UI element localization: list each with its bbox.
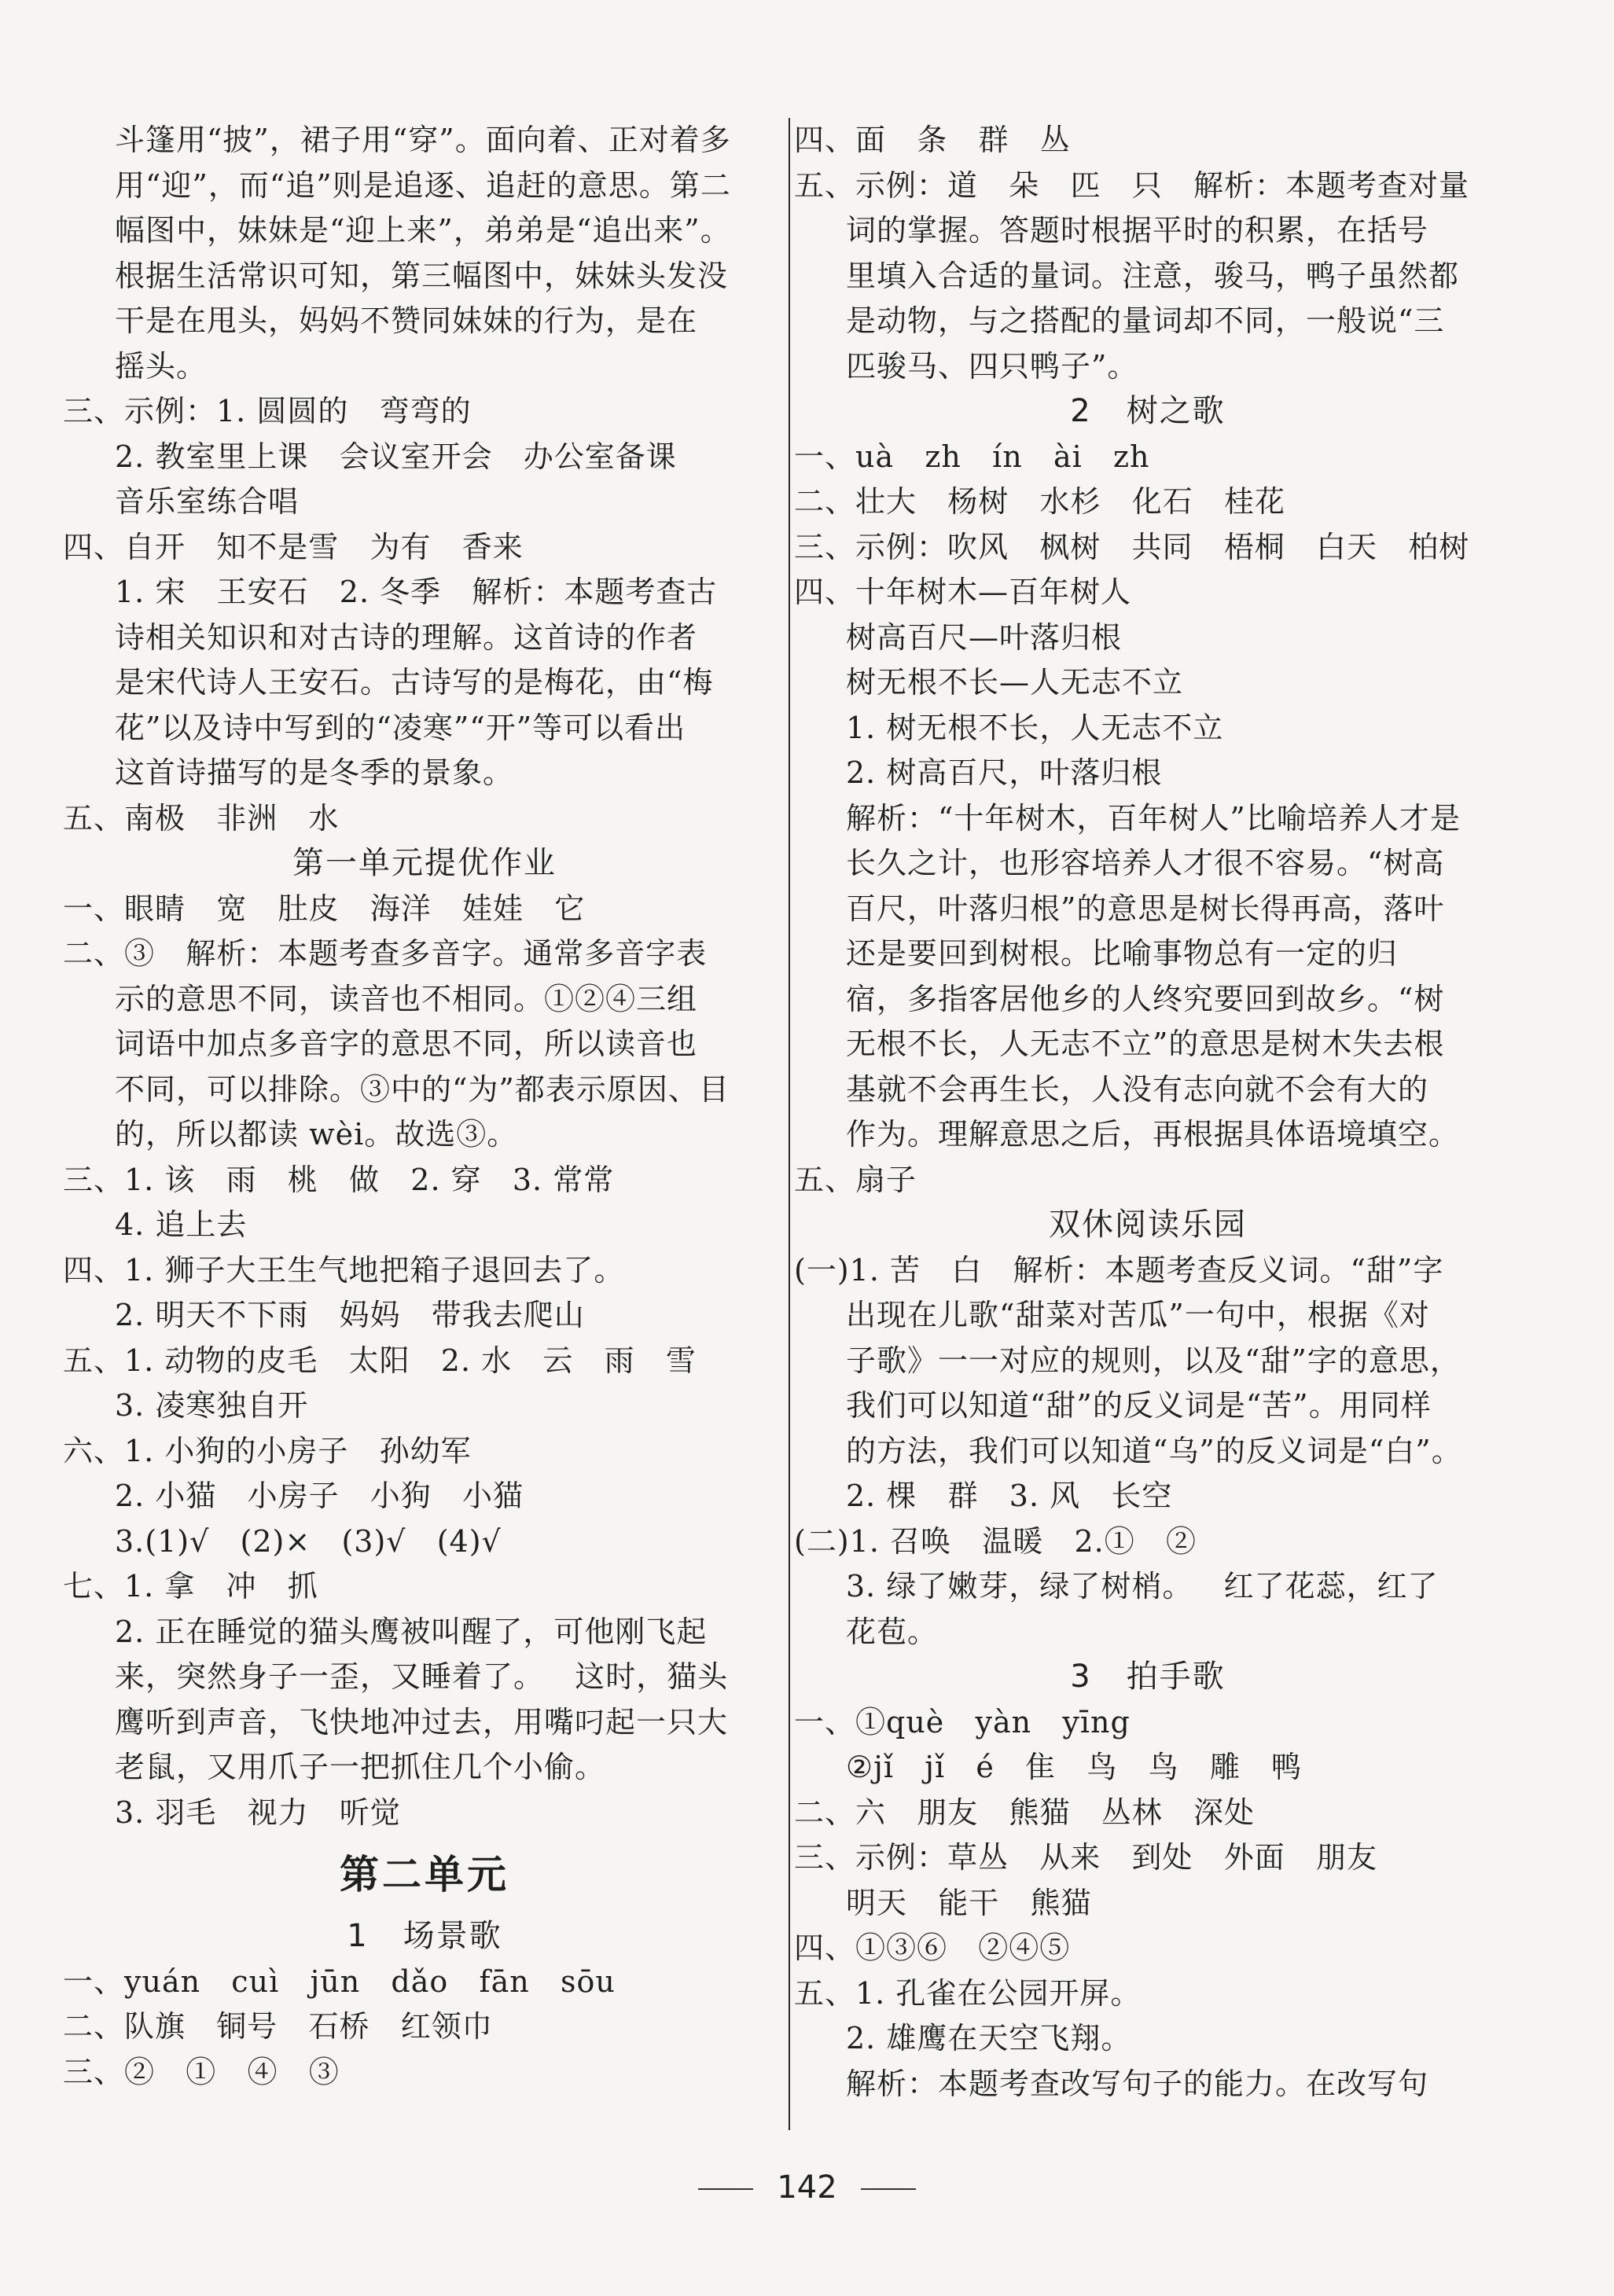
text-line: 示的意思不同，读音也不相同。①②④三组 — [115, 981, 698, 1016]
text-line: 三、② ① ④ ③ — [63, 2054, 340, 2089]
text-line: 斗篷用“披”，裙子用“穿”。面向着、正对着多 — [115, 123, 731, 157]
section-heading: 2 树之歌 — [1070, 393, 1226, 429]
footer-dash-left — [698, 2188, 753, 2190]
text-line: 词语中加点多音字的意思不同，所以读音也 — [115, 1027, 698, 1061]
text-line: ②jǐ jǐ é 隹 鸟 鸟 雕 鸭 — [846, 1750, 1303, 1784]
text-line: 2. 教室里上课 会议室开会 办公室备课 — [115, 439, 677, 474]
text-line: 长久之计，也形容培养人才很不容易。“树高 — [846, 846, 1445, 880]
unit-heading: 第二单元 — [340, 1852, 509, 1897]
page-number: 142 — [777, 2169, 837, 2206]
text-line: 一、①què yàn yīng — [794, 1704, 1131, 1739]
text-line: 子歌》一一对应的规则，以及“甜”字的意思， — [846, 1343, 1461, 1378]
text-line: 树无根不长—人无志不立 — [846, 665, 1184, 700]
text-line: 用“迎”，而“追”则是追逐、追赶的意思。第二 — [115, 167, 731, 203]
text-line: 花苞。 — [846, 1614, 939, 1649]
text-line: 2. 正在睡觉的猫头鹰被叫醒了，可他刚飞起 — [115, 1614, 708, 1649]
section-heading: 第一单元提优作业 — [292, 845, 557, 881]
text-line: 1. 宋 王安石 2. 冬季 解析：本题考查古 — [115, 575, 718, 609]
text-line: 3. 羽毛 视力 听觉 — [115, 1795, 401, 1830]
text-line: 来，突然身子一歪，又睡着了。 这时，猫头 — [115, 1659, 729, 1694]
text-line: 3.(1)√ (2)× (3)√ (4)√ — [115, 1523, 502, 1559]
text-line: 三、示例：1. 圆圆的 弯弯的 — [63, 394, 472, 428]
text-line: 树高百尺—叶落归根 — [846, 619, 1123, 655]
text-line: 四、自开 知不是雪 为有 香来 — [63, 529, 524, 564]
text-line: 五、扇子 — [794, 1162, 917, 1197]
text-line: 百尺，叶落归根”的意思是树长得再高，落叶 — [846, 891, 1445, 926]
text-line: 二、③ 解析：本题考查多音字。通常多音字表 — [63, 936, 708, 971]
text-line: 音乐室练合唱 — [115, 484, 300, 519]
text-line: 解析：本题考查改写句子的能力。在改写句 — [846, 2066, 1429, 2101]
text-line: 根据生活常识可知，第三幅图中，妹妹头发没 — [115, 258, 729, 293]
text-line: 出现在儿歌“甜菜对苦瓜”一句中，根据《对 — [846, 1298, 1430, 1332]
footer-dash-right — [861, 2188, 916, 2190]
text-line: 作为。理解意思之后，再根据具体语境填空。 — [846, 1117, 1460, 1152]
text-line: 鹰听到声音，飞快地冲过去，用嘴叼起一只大 — [115, 1704, 729, 1739]
text-line: 五、1. 动物的皮毛 太阳 2. 水 云 雨 雪 — [63, 1343, 697, 1378]
text-line: 四、①③⑥ ②④⑤ — [794, 1930, 1071, 1965]
text-line: 三、示例：吹风 枫树 共同 梧桐 白天 柏树 — [794, 529, 1470, 564]
text-line: 2. 小猫 小房子 小狗 小猫 — [115, 1479, 524, 1513]
text-line: 老鼠，又用爪子一把抓住几个小偷。 — [115, 1750, 606, 1784]
text-line: 我们可以知道“甜”的反义词是“苦”。用同样 — [846, 1388, 1432, 1423]
text-line: 1. 树无根不长，人无志不立 — [846, 710, 1224, 745]
left-column — [63, 118, 786, 2095]
text-line: 四、十年树木—百年树人 — [794, 575, 1132, 609]
text-line: 六、1. 小狗的小房子 孙幼军 — [63, 1433, 472, 1468]
text-line: 4. 追上去 — [115, 1207, 248, 1242]
text-line: 五、1. 孔雀在公园开屏。 — [794, 1975, 1142, 2011]
text-line: 2. 树高百尺，叶落归根 — [846, 755, 1163, 790]
text-line: 幅图中，妹妹是“迎上来”，弟弟是“追出来”。 — [115, 213, 731, 248]
text-line: 七、1. 拿 冲 抓 — [63, 1569, 318, 1604]
text-line: 里填入合适的量词。注意，骏马，鸭子虽然都 — [846, 258, 1460, 293]
text-line: 宿，多指客居他乡的人终究要回到故乡。“树 — [846, 981, 1445, 1016]
text-line: 不同，可以排除。③中的“为”都表示原因、目 — [115, 1071, 730, 1107]
text-line: 一、yuán cuì jūn dǎo fān sōu — [63, 1964, 616, 1999]
text-line: 摇头。 — [115, 348, 208, 384]
text-line: 3. 凌寒独自开 — [115, 1388, 309, 1423]
text-line: 3. 绿了嫩芽，绿了树梢。 红了花蕊，红了 — [846, 1569, 1439, 1604]
text-line: 二、队旗 铜号 石桥 红领巾 — [63, 2009, 493, 2044]
page-footer — [0, 2169, 1614, 2206]
text-line: 的，所以都读 wèi。故选③。 — [115, 1117, 518, 1152]
text-line: (二)1. 召唤 温暖 2.① ② — [794, 1523, 1197, 1559]
text-line: 是宋代诗人王安石。古诗写的是梅花，由“梅 — [115, 665, 714, 700]
text-line: 是动物，与之搭配的量词却不同，一般说“三 — [846, 303, 1445, 338]
text-line: 匹骏马、四只鸭子”。 — [846, 348, 1138, 384]
column-divider — [789, 118, 790, 2130]
text-line: 三、示例：草丛 从来 到处 外面 朋友 — [794, 1840, 1377, 1875]
text-line: 五、示例：道 朵 匹 只 解析：本题考查对量 — [794, 167, 1469, 203]
text-line: 一、眼睛 宽 肚皮 海洋 娃娃 它 — [63, 891, 586, 926]
text-line: 基就不会再生长，人没有志向就不会有大的 — [846, 1071, 1429, 1107]
text-line: 花”以及诗中写到的“凌寒”“开”等可以看出 — [115, 710, 686, 745]
text-line: 2. 明天不下雨 妈妈 带我去爬山 — [115, 1298, 585, 1332]
text-line: 三、1. 该 雨 桃 做 2. 穿 3. 常常 — [63, 1162, 615, 1197]
text-line: 这首诗描写的是冬季的景象。 — [115, 755, 514, 790]
text-line: 四、面 条 群 丛 — [794, 123, 1071, 157]
text-line: 明天 能干 熊猫 — [846, 1885, 1092, 1920]
text-line: 二、壮大 杨树 水杉 化石 桂花 — [794, 484, 1285, 519]
text-line: 2. 雄鹰在天空飞翔。 — [846, 2021, 1132, 2055]
right-column — [794, 118, 1502, 2107]
section-heading: 1 场景歌 — [347, 1918, 502, 1954]
text-line: 无根不长，人无志不立”的意思是树木失去根 — [846, 1027, 1445, 1061]
text-line: 的方法，我们可以知道“乌”的反义词是“白”。 — [846, 1433, 1462, 1468]
text-line: 干是在甩头，妈妈不赞同妹妹的行为，是在 — [115, 303, 698, 338]
section-heading: 3 拍手歌 — [1070, 1659, 1226, 1695]
text-line: 解析：“十年树木，百年树人”比喻培养人才是 — [846, 800, 1461, 836]
text-line: 四、1. 狮子大王生气地把箱子退回去了。 — [63, 1252, 625, 1288]
text-line: (一)1. 苦 白 解析：本题考查反义词。“甜”字 — [794, 1252, 1444, 1288]
text-line: 五、南极 非洲 水 — [63, 800, 340, 836]
text-line: 词的掌握。答题时根据平时的积累，在括号 — [846, 213, 1429, 248]
section-heading: 双休阅读乐园 — [1049, 1207, 1247, 1243]
text-line: 还是要回到树根。比喻事物总有一定的归 — [846, 936, 1399, 971]
text-line: 2. 棵 群 3. 风 长空 — [846, 1479, 1173, 1513]
text-line: 二、六 朋友 熊猫 丛林 深处 — [794, 1795, 1255, 1830]
text-line: 一、uà zh ín ài zh — [794, 439, 1150, 474]
text-line: 诗相关知识和对古诗的理解。这首诗的作者 — [115, 619, 698, 655]
